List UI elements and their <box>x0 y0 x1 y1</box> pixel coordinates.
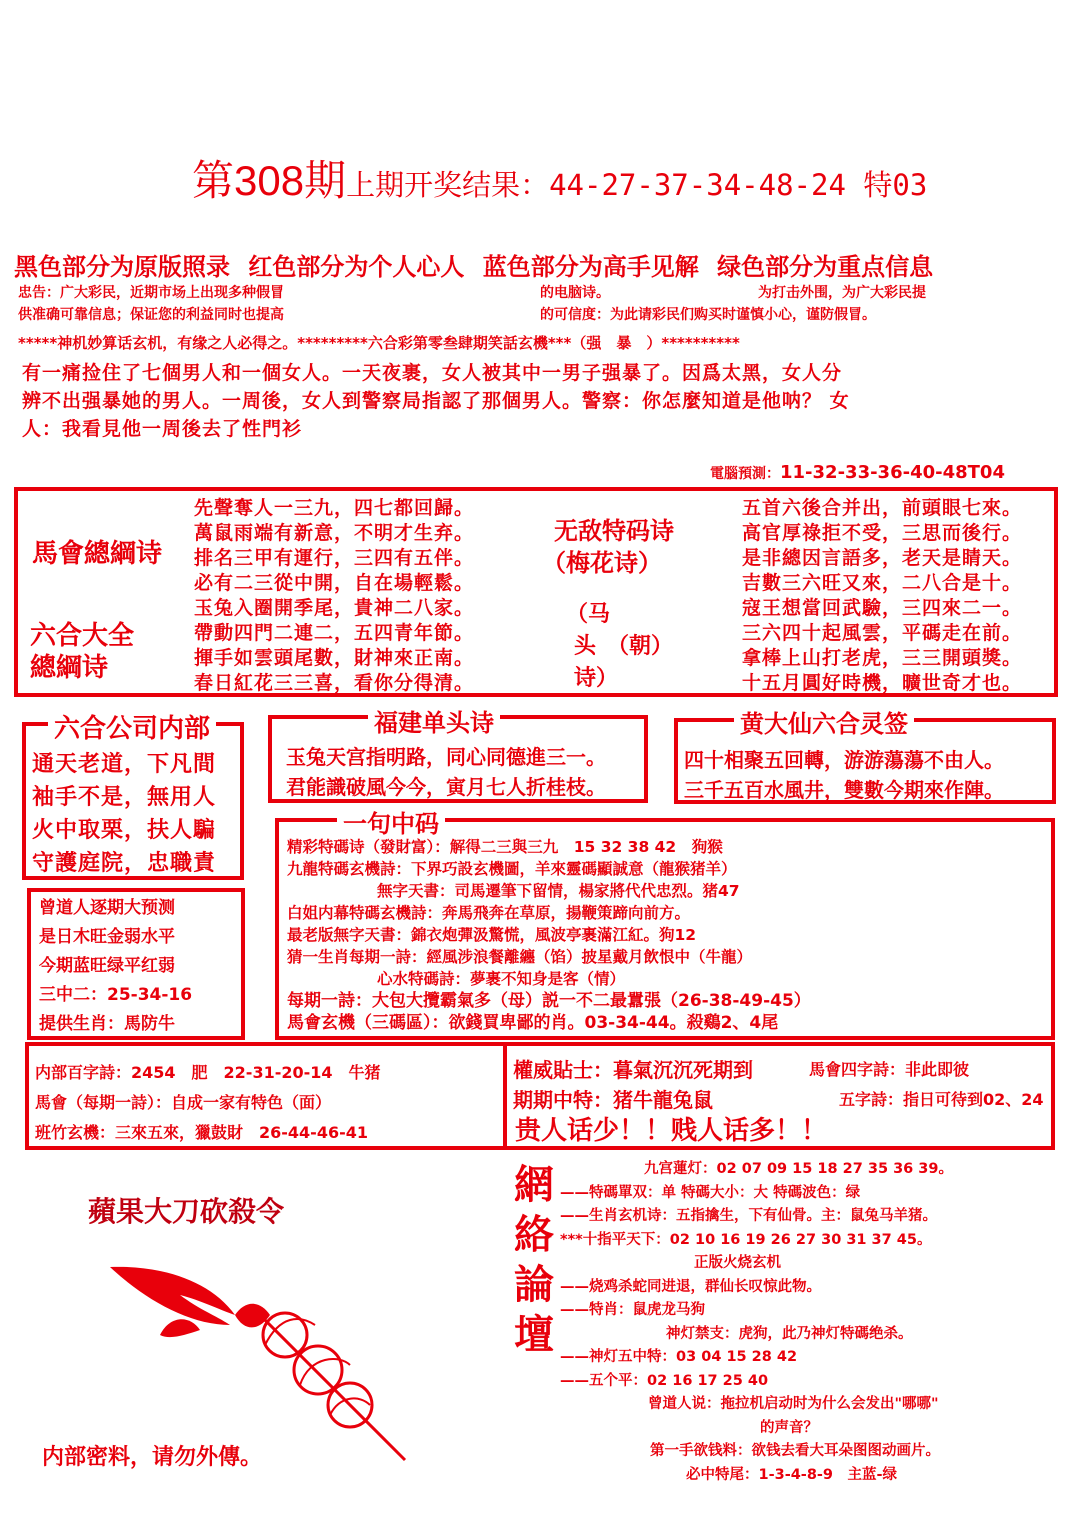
poem-line: 玉兔入圈開季尾，貴神二八家。 <box>194 597 475 619</box>
authority-line: 期期中特：猪牛龍兔鼠 <box>513 1088 713 1112</box>
yiju-line: 猜一生肖每期一詩：經風涉浪餐離纏（馅）披星戴月飲恨中（牛龍） <box>287 948 753 966</box>
legend-row <box>14 247 933 282</box>
forum-line: ——神灯五中特：03 04 15 28 42 <box>560 1349 798 1365</box>
huang-box <box>674 710 1056 804</box>
computer-forecast <box>710 462 1005 483</box>
yiju-line: 無字天書：司馬遷筆下留情，楊家將代代忠烈。猪47 <box>377 882 740 900</box>
left-title: 總綱诗 <box>30 653 109 683</box>
yiju-line: 心水特碼詩：夢裹不知身是客（情） <box>377 970 626 988</box>
huang-line: 三千五百水風井，雙數今期來作陣。 <box>684 778 1004 802</box>
hundred-box <box>25 1042 1055 1150</box>
yiju-line: 白姐内幕特碼玄機詩：奔馬飛奔在草原，揚鞭策蹄向前方。 <box>287 904 691 922</box>
yiju-line: 每期一詩：大包大攬霸氣多（母）説一不二最囂張（26-38-49-45） <box>287 991 811 1011</box>
apple-title: 蘋果大刀砍殺令 <box>88 1195 285 1228</box>
yiju-title: 一句中码 <box>337 804 445 839</box>
notice-row-1 <box>18 282 1058 302</box>
forum-line: 神灯禁支：虎狗，此乃神灯特碼绝杀。 <box>666 1325 913 1342</box>
daoren-line: 曾道人逐期大预测 <box>39 898 175 918</box>
legend-green: 绿色部分为重点信息 <box>717 253 934 281</box>
joke-line: 辨不出强暴她的男人。一周後，女人到警察局指認了那個男人。警察：你怎麼知道是他呐？ 女 <box>22 390 850 412</box>
poem-box <box>14 487 1058 697</box>
daoren-line: 是日木旺金弱水平 <box>39 927 175 947</box>
forum-line: 九宫蓮灯：02 07 09 15 18 27 35 36 39。 <box>644 1161 953 1177</box>
apple-footer: 内部密料，请勿外傳。 <box>42 1445 263 1470</box>
joke-line: 人：我看見他一周後去了性門衫 <box>22 418 303 440</box>
daoren-line: 提供生肖：馬防牛 <box>39 1014 175 1034</box>
joke-title: *****神机妙算话玄机，有缘之人必得之。*********六合彩第零叁肆期笑話玄機***（强 暴 ）********** <box>18 334 740 352</box>
forum-char: 網 <box>514 1162 554 1208</box>
authority-line: 權威貼士：暮氣沉沉死期到 <box>513 1058 753 1082</box>
poem-line: 五首六後合并出，前頭眼七來。 <box>742 497 1023 519</box>
company-lines <box>32 748 216 880</box>
issue-header <box>192 148 927 208</box>
forecast-value: 11-32-33-36-40-48T04 <box>780 462 1005 483</box>
company-title: 六合公司内部 <box>48 708 216 745</box>
forum-line: 曾道人说：拖拉机启动时为什么会发出"哪哪" <box>648 1396 939 1412</box>
authority-line: 五字詩：指日可待到02、24 <box>839 1090 1044 1109</box>
forum-line: 必中特尾：1-3-4-8-9 主蓝-绿 <box>686 1466 898 1483</box>
right-poem <box>742 496 1022 696</box>
mid-title: （马 <box>566 602 611 627</box>
poem-line: 萬鼠雨端有新意，不明才生弃。 <box>194 522 475 544</box>
poem-line: 必有二三從中開，自在場輕鬆。 <box>194 572 475 594</box>
forum-line: ***十指平天下：02 10 16 19 26 27 30 31 37 45。 <box>560 1231 932 1248</box>
hundred-line: 班竹玄機：三來五來，獵鼓財 26-44-46-41 <box>35 1123 368 1142</box>
forum-lines <box>560 1158 953 1487</box>
forum-char: 論 <box>514 1262 554 1308</box>
hundred-line: 内部百字詩：2454 肥 22-31-20-14 牛猪 <box>35 1063 381 1082</box>
forecast-label: 電腦預測： <box>710 466 780 482</box>
yiju-line: 九龍特碼玄機詩：下界巧設玄機圖，羊來靈碼顯誠意（龍猴猪羊） <box>287 860 737 878</box>
hundred-line: 馬會（每期一詩）：自成一家有特色（面） <box>35 1093 332 1112</box>
divider-line <box>503 1046 507 1146</box>
mid-title: 头 （朝） <box>574 634 674 659</box>
forum-line: 的声音？ <box>760 1419 818 1436</box>
poem-line: 是非總因言語多，老天是睛天。 <box>742 547 1023 569</box>
joke-line: 有一痛捡住了七個男人和一個女人。一天夜裹，女人被其中一男子强暴了。因爲太黑，女人分 <box>22 362 843 384</box>
yiju-line: 精彩特碼诗（發財富）：解得二三與三九 15 32 38 42 狗猴 <box>287 838 723 856</box>
legend-red: 红色部分为个人心人 <box>248 253 465 281</box>
poem-line: 排名三甲有運行，三四有五伴。 <box>194 547 475 569</box>
poem-line: 春日紅花三三喜，看你分得清。 <box>194 672 475 694</box>
notice-text: 忠告：广大彩民，近期市场上出现多种假冒 <box>18 285 284 301</box>
slogan: 贵人话少！！贱人话多！！ <box>515 1116 828 1146</box>
notice-text: 为打击外围，为广大彩民提 <box>758 285 926 301</box>
notice-text: 的电脑诗。 <box>540 285 610 301</box>
forum-line: 第一手欲钱料：欲钱去看大耳朵图图动画片。 <box>650 1443 940 1459</box>
poem-line: 拿棒上山打老虎，三三開頭獎。 <box>742 647 1023 669</box>
issue-number: 第308期 <box>192 157 347 204</box>
last-result-label: 上期开奖结果： <box>346 168 550 202</box>
yiju-lines <box>287 836 811 1034</box>
yiju-line: 馬會玄機（三碼區）：欲錢買卑鄙的肖。03-34-44。殺鷄2、4尾 <box>287 1013 779 1033</box>
last-result: 44-27-37-34-48-24 特03 <box>549 168 928 202</box>
company-line: 通天老道，下凡間 <box>32 752 217 777</box>
fujian-box <box>268 709 648 803</box>
huang-line: 四十相聚五回轉，游游蕩蕩不由人。 <box>684 748 1004 772</box>
knife-icon <box>100 1255 420 1465</box>
legend-blue: 蓝色部分为高手见解 <box>482 253 699 281</box>
yiju-line: 最老版無字天書：錦衣炮彈汲驚慌，風波亭裹滿江紅。狗12 <box>287 926 697 944</box>
poem-line: 高官厚祿拒不受，三思而後行。 <box>742 522 1023 544</box>
yiju-box <box>275 810 1055 1040</box>
mid-title: （梅花诗） <box>542 549 662 577</box>
notice-text: 的可信度：为此请彩民们购买时谨慎小心，谨防假冒。 <box>540 307 876 323</box>
notice-row-2 <box>18 304 1058 324</box>
mid-title: 无敌特码诗 <box>554 517 674 545</box>
forum-line: ——五个平：02 16 17 25 40 <box>560 1372 769 1389</box>
company-line: 袖手不是，無用人 <box>32 785 217 810</box>
mid-title: 诗） <box>574 666 619 691</box>
authority-line: 馬會四字詩：非此即彼 <box>809 1060 970 1079</box>
poem-line: 寇王想當回武驗，三四來二一。 <box>742 597 1023 619</box>
poem-line: 吉數三六旺又來，二八合是十。 <box>742 572 1023 594</box>
legend-black: 黑色部分为原版照录 <box>14 253 230 281</box>
forum-line: ——特肖：鼠虎龙马狗 <box>560 1302 705 1318</box>
poem-line: 三六四十起風雲，平碼走在前。 <box>742 622 1023 644</box>
forum-char: 絡 <box>514 1212 554 1258</box>
left-title: 馬會總綱诗 <box>32 539 163 569</box>
poem-line: 帶動四門二連二，五四青年節。 <box>194 622 475 644</box>
fujian-title: 福建单头诗 <box>368 703 500 738</box>
left-poem <box>194 496 474 696</box>
forum-line: ——特碼單双：单 特碼大小：大 特碼波色：绿 <box>560 1184 861 1201</box>
company-box <box>22 714 244 880</box>
company-line: 火中取栗，扶人騙 <box>32 818 217 843</box>
daoren-lines <box>39 894 192 1039</box>
left-title: 六合大全 <box>30 621 135 651</box>
fujian-line: 君能識破風今今，寅月七人折桂枝。 <box>286 775 606 799</box>
forum-line: 正版火烧玄机 <box>694 1255 781 1271</box>
daoren-line: 今期蓝旺绿平红弱 <box>39 956 175 976</box>
forum-line: ——生肖玄机诗：五指擒生，下有仙骨。主：鼠兔马羊猪。 <box>560 1208 937 1224</box>
daoren-box <box>27 888 245 1040</box>
poem-line: 十五月圓好時機，曠世奇才也。 <box>742 672 1023 694</box>
company-line: 守護庭院，忠職責 <box>32 851 217 876</box>
forum-line: ——烧鸡杀蛇同进退，群仙长叹惊此物。 <box>560 1278 821 1295</box>
poem-line: 揮手如雲頭尾數，財神來正南。 <box>194 647 475 669</box>
notice-text: 供准确可靠信息；保证您的利益同时也提高 <box>18 307 284 323</box>
poem-line: 先聲奪人一三九，四七都回歸。 <box>194 497 475 519</box>
forum-char: 壇 <box>514 1312 554 1358</box>
forum-vertical-title <box>512 1160 556 1360</box>
huang-title: 黄大仙六合灵签 <box>734 704 914 739</box>
daoren-line: 三中二：25-34-16 <box>39 985 193 1005</box>
fujian-line: 玉兔天宫指明路，同心同德進三一。 <box>286 745 606 769</box>
